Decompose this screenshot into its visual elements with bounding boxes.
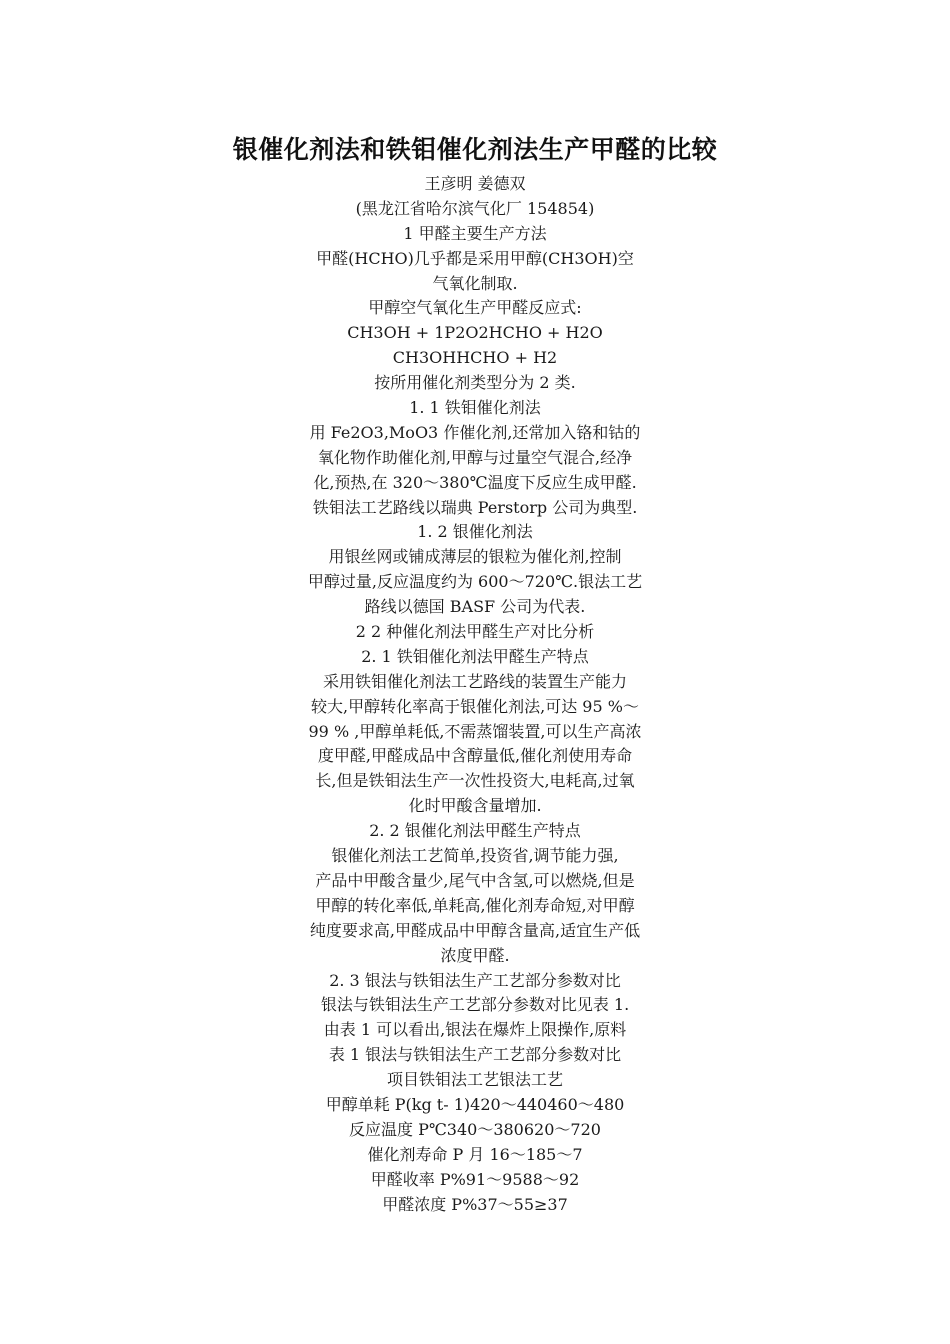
body-line: 甲醛(HCHO)几乎都是采用甲醇(CH3OH)空 <box>316 248 634 268</box>
body-line: 按所用催化剂类型分为 2 类. <box>374 373 576 393</box>
body-line: 甲醇空气氧化生产甲醛反应式: <box>368 298 582 318</box>
body-line: 浓度甲醛. <box>440 945 510 965</box>
body-line: 由表 1 可以看出,银法在爆炸上限操作,原料 <box>323 1020 627 1040</box>
body-line: 银法与铁钼法生产工艺部分参数对比见表 1. <box>320 995 630 1015</box>
body-line: 纯度要求高,甲醛成品中甲醇含量高,适宜生产低 <box>309 920 641 940</box>
table-row: 甲醇单耗 P(kg t- 1)420～440460～480 <box>325 1094 625 1114</box>
body-line: 采用铁钼催化剂法工艺路线的装置生产能力 <box>322 671 627 691</box>
section-heading: 2. 1 铁钼催化剂法甲醛生产特点 <box>361 646 589 666</box>
table-caption: 表 1 银法与铁钼法生产工艺部分参数对比 <box>328 1045 622 1065</box>
body-line: 化时甲酸含量增加. <box>408 796 542 816</box>
equation-line: CH3OHHCHO + H2 <box>392 348 558 368</box>
section-heading: 2. 3 银法与铁钼法生产工艺部分参数对比 <box>329 970 621 990</box>
document-title: 银催化剂法和铁钼催化剂法生产甲醛的比较 <box>232 135 718 164</box>
body-line: 长,但是铁钼法生产一次性投资大,电耗高,过氧 <box>315 771 635 791</box>
equation-line: CH3OH + 1P2O2HCHO + H2O <box>347 323 603 343</box>
document-body <box>275 172 675 1217</box>
body-line: 用银丝网或铺成薄层的银粒为催化剂,控制 <box>328 547 622 567</box>
body-line: 度甲醛,甲醛成品中含醇量低,催化剂使用寿命 <box>317 746 633 766</box>
table-header-row: 项目铁钼法工艺银法工艺 <box>386 1070 563 1090</box>
body-line: 较大,甲醇转化率高于银催化剂法,可达 95 %～ <box>311 696 639 716</box>
body-line: 路线以德国 BASF 公司为代表. <box>364 597 586 617</box>
body-line: 产品中甲酸含量少,尾气中含氢,可以燃烧,但是 <box>315 870 635 890</box>
body-line: 铁钼法工艺路线以瑞典 Perstorp 公司为典型. <box>312 497 638 517</box>
section-heading: 1. 2 银催化剂法 <box>417 522 533 542</box>
section-heading: 2. 2 银催化剂法甲醛生产特点 <box>369 821 581 841</box>
section-heading: 2 2 种催化剂法甲醛生产对比分析 <box>355 622 595 642</box>
body-line: 化,预热,在 320～380℃温度下反应生成甲醛. <box>313 472 637 492</box>
author-line: 王彦明 姜德双 <box>424 174 526 193</box>
body-line: 银催化剂法工艺简单,投资省,调节能力强, <box>331 846 619 866</box>
body-line: 甲醇过量,反应温度约为 600～720℃.银法工艺 <box>307 572 643 592</box>
section-heading: 1. 1 铁钼催化剂法 <box>409 398 541 418</box>
table-row: 反应温度 P℃340～380620～720 <box>349 1119 601 1139</box>
body-line: 气氧化制取. <box>432 273 518 293</box>
body-line: 用 Fe2O3,MoO3 作催化剂,还常加入铬和钴的 <box>309 422 641 442</box>
table-row: 催化剂寿命 P 月 16～185～7 <box>367 1144 583 1164</box>
affiliation-line: (黑龙江省哈尔滨气化厂 154854) <box>355 198 595 218</box>
body-line: 99 % ,甲醇单耗低,不需蒸馏装置,可以生产高浓 <box>308 721 642 741</box>
table-row: 甲醛收率 P%91～9588～92 <box>370 1169 580 1189</box>
table-row: 甲醛浓度 P%37～55≥37 <box>382 1194 568 1214</box>
body-line: 氧化物作助催化剂,甲醇与过量空气混合,经净 <box>317 447 633 467</box>
body-line: 甲醇的转化率低,单耗高,催化剂寿命短,对甲醇 <box>315 895 635 915</box>
section-heading: 1 甲醛主要生产方法 <box>403 223 547 243</box>
